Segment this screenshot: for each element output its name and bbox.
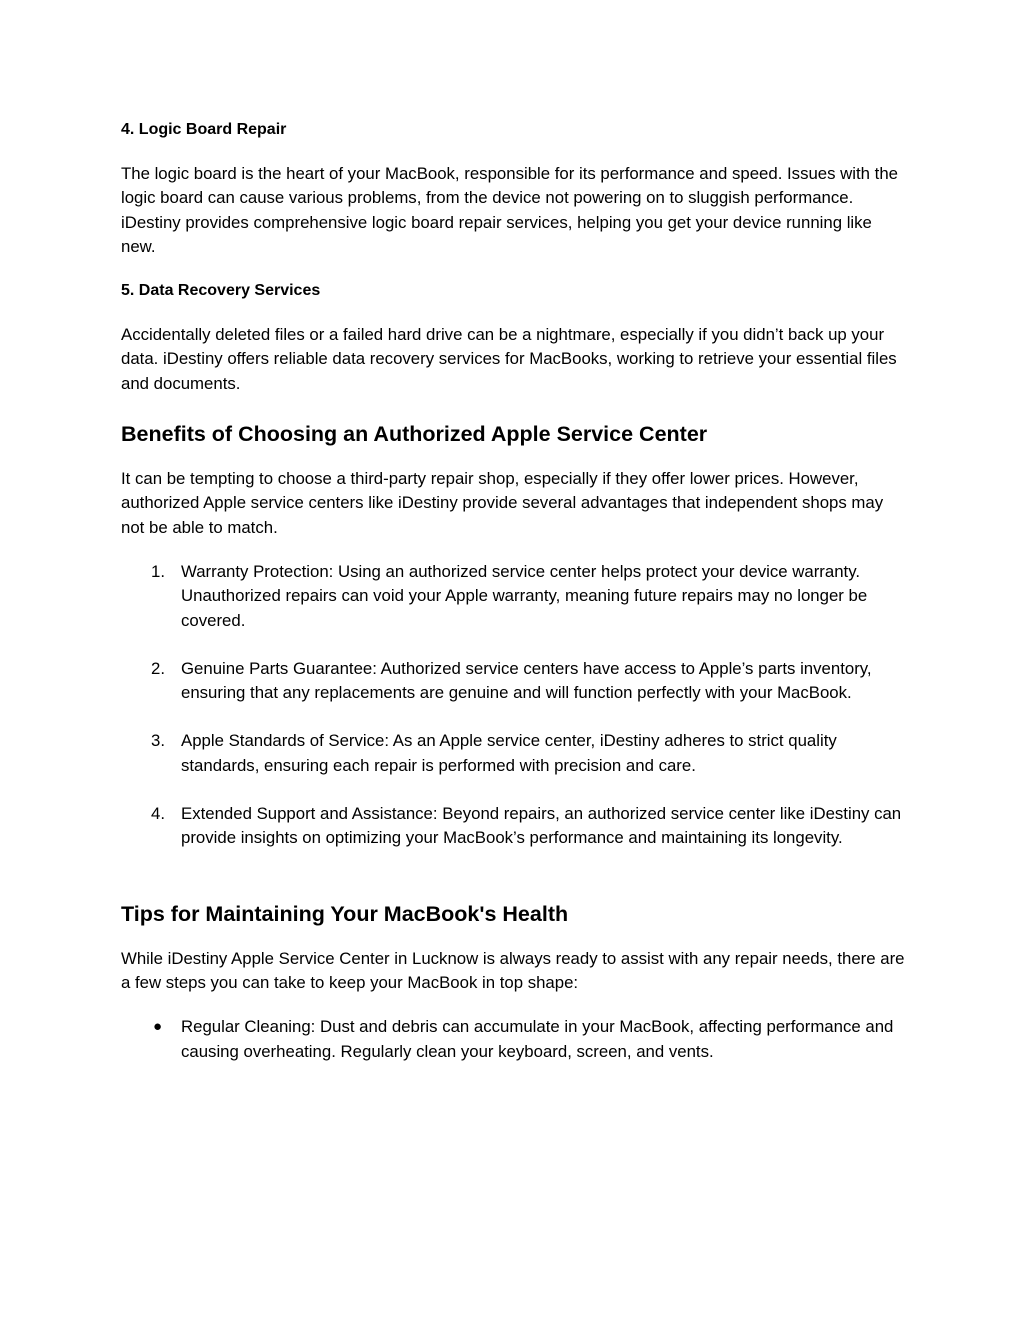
logic-board-heading: 4. Logic Board Repair <box>121 121 287 138</box>
tips-intro: While iDestiny Apple Service Center in Lucknow is always ready to assist with any repair needs, there are a few steps you can take to keep your MacBook in top shape: <box>121 948 905 992</box>
list-marker: 3. <box>151 731 165 751</box>
benefits-heading: Benefits of Choosing an Authorized Apple Service Center <box>121 422 708 447</box>
list-item-text: Genuine Parts Guarantee: Authorized service centers have access to Apple’s parts inventory, ensuring that any replacements are genuine and will function perfectly with your MacBook. <box>181 658 872 703</box>
tips-list <box>121 1015 911 1064</box>
benefits-list <box>121 560 911 851</box>
list-item <box>121 560 911 633</box>
list-item <box>121 802 911 851</box>
list-item <box>121 1015 911 1064</box>
list-marker: 2. <box>151 658 165 678</box>
benefits-intro: It can be tempting to choose a third-party repair shop, especially if they offer lower prices. However, authorized Apple service centers like iDestiny provide several advantages that independent shops may not be able to match. <box>121 469 884 537</box>
document-page <box>121 118 911 1064</box>
data-recovery-heading: 5. Data Recovery Services <box>121 282 321 300</box>
list-marker: 4. <box>151 804 165 824</box>
list-item-text: Extended Support and Assistance: Beyond repairs, an authorized service center like iDestiny can provide insights on optimizing your MacBook’s performance and maintaining its longevity. <box>181 804 902 848</box>
list-item-text: Regular Cleaning: Dust and debris can accumulate in your MacBook, affecting performance and causing overheating. Regularly clean your keyboard, screen, and vents. <box>181 1017 894 1061</box>
tips-heading: Tips for Maintaining Your MacBook's Health <box>121 901 569 926</box>
list-marker: 1. <box>151 561 165 581</box>
logic-board-paragraph: The logic board is the heart of your MacBook, responsible for its performance and speed. Issues with the logic board can cause various problems, from the device not powering on to sluggish performance. iDestiny provides comprehensive logic board repair services, helping you get your device running like new. <box>121 164 899 256</box>
bullet-icon: ● <box>153 1018 163 1036</box>
list-item-text: Warranty Protection: Using an authorized service center helps protect your device warranty. Unauthorized repairs can void your Apple warranty, meaning future repairs may no longer be covered. <box>181 561 868 630</box>
list-item <box>121 657 911 706</box>
data-recovery-paragraph: Accidentally deleted files or a failed hard drive can be a nightmare, especially if you didn’t back up your data. iDestiny offers reliable data recovery services for MacBooks, working to retrieve your essential files and documents. <box>121 325 897 393</box>
list-item-text: Apple Standards of Service: As an Apple service center, iDestiny adheres to strict quality standards, ensuring each repair is performed with precision and care. <box>181 731 837 775</box>
list-item <box>121 729 911 778</box>
